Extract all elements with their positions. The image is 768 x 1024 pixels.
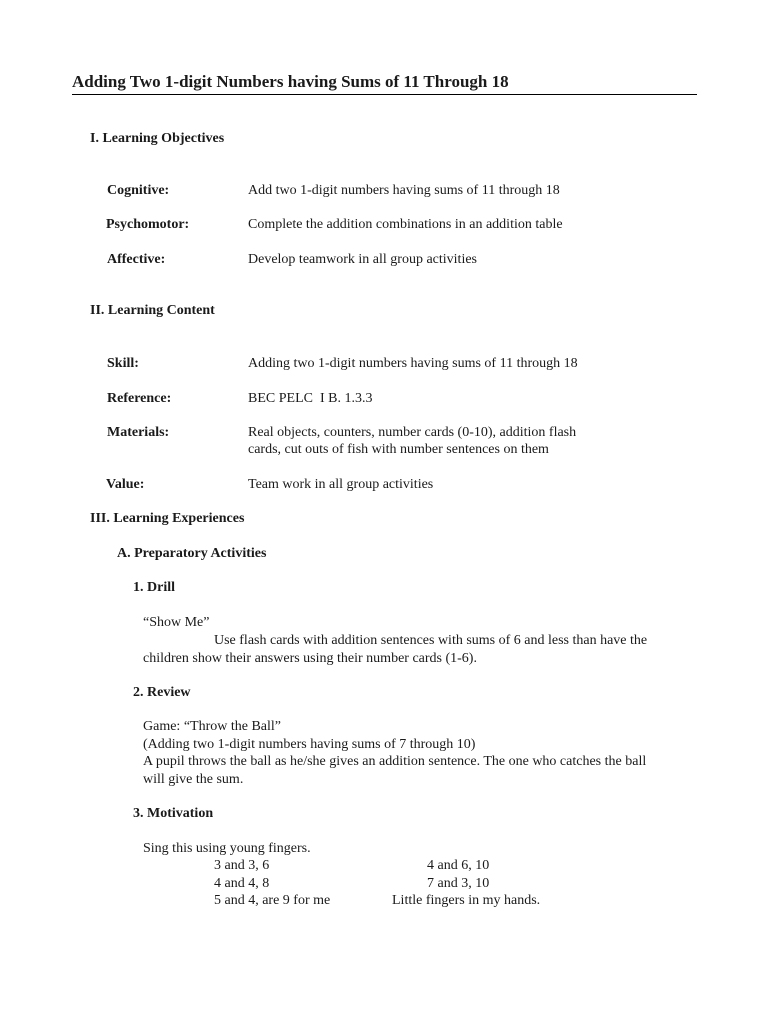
objective-text-affective: Develop teamwork in all group activities: [248, 252, 477, 267]
song-line-right-3: Little fingers in my hands.: [392, 893, 541, 908]
song-line-left-3: 5 and 4, are 9 for me: [214, 893, 331, 908]
review-text-line3: A pupil throws the ball as he/she gives an addition sentence. The one who catches the ball: [143, 754, 647, 769]
document-title: Adding Two 1-digit Numbers having Sums of 11 Through 18: [72, 72, 509, 91]
section-heading-experiences: III. Learning Experiences: [90, 511, 245, 526]
review-text-line2: (Adding two 1-digit numbers having sums of 7 through 10): [143, 737, 476, 752]
activity-heading-drill: 1. Drill: [133, 580, 175, 595]
objective-text-cognitive: Add two 1-digit numbers having sums of 11 through 18: [248, 183, 560, 198]
section-heading-objectives: I. Learning Objectives: [90, 131, 225, 146]
content-label-materials: Materials:: [107, 425, 170, 440]
content-label-reference: Reference:: [107, 391, 172, 406]
drill-title: “Show Me”: [143, 615, 210, 630]
content-text-materials-line2: cards, cut outs of fish with number sentences on them: [248, 442, 549, 457]
content-text-reference: BEC PELC I B. 1.3.3: [248, 391, 373, 406]
objective-label-cognitive: Cognitive:: [107, 183, 170, 198]
section-heading-content: II. Learning Content: [90, 303, 215, 318]
content-label-value: Value:: [106, 477, 145, 492]
objective-label-psychomotor: Psychomotor:: [106, 217, 190, 232]
content-text-skill: Adding two 1-digit numbers having sums of 11 through 18: [248, 356, 578, 371]
content-text-materials-line1: Real objects, counters, number cards (0-10), addition flash: [248, 425, 577, 440]
song-line-left-1: 3 and 3, 6: [214, 858, 270, 873]
activity-heading-motivation: 3. Motivation: [133, 806, 214, 821]
title-underline: [72, 94, 697, 95]
drill-text-line2: children show their answers using their number cards (1-6).: [143, 651, 477, 666]
song-line-left-2: 4 and 4, 8: [214, 876, 270, 891]
content-text-value: Team work in all group activities: [248, 477, 434, 492]
drill-text-line1: Use flash cards with addition sentences with sums of 6 and less than have the: [214, 633, 648, 648]
song-line-right-2: 7 and 3, 10: [427, 876, 490, 891]
song-line-right-1: 4 and 6, 10: [427, 858, 490, 873]
review-game-title: Game: “Throw the Ball”: [143, 719, 282, 734]
review-text-line4: will give the sum.: [143, 772, 244, 787]
objective-label-affective: Affective:: [107, 252, 166, 267]
objective-text-psychomotor: Complete the addition combinations in an addition table: [248, 217, 563, 232]
activity-heading-review: 2. Review: [133, 685, 191, 700]
content-label-skill: Skill:: [107, 356, 139, 371]
motivation-intro: Sing this using young fingers.: [143, 841, 311, 856]
subsection-heading-preparatory: A. Preparatory Activities: [117, 546, 267, 561]
